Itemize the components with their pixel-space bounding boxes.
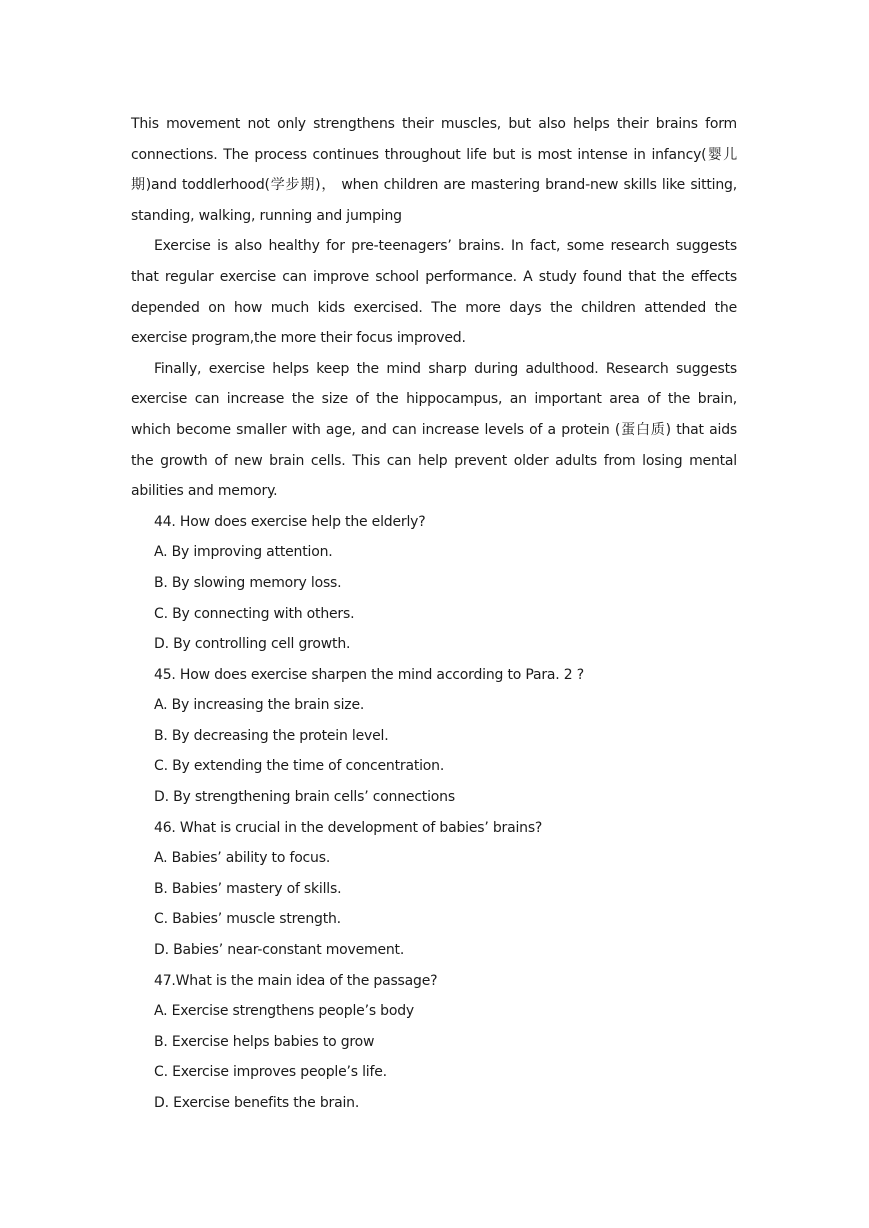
passage-paragraph-1: This movement not only strengthens their muscles, but also helps their brains form connections. The process continues throughout life but is most intense in infancy(婴儿期)and toddlerhood(学步期)， when children are mastering brand-new skills like sitting, standing, walking, running and jumping (131, 116, 737, 224)
question-47 (131, 966, 737, 1119)
option-b: B. By slowing memory loss. (154, 574, 342, 591)
option-a: A. Babies’ ability to focus. (154, 850, 331, 867)
passage-paragraph-3: Finally, exercise helps keep the mind sharp during adulthood. Research suggests exercise can increase the size of the hippocampus, an important area of the brain, which become smaller with age, and can increase levels of a protein (蛋白质) that aids the growth of new brain cells. This can help prevent older adults from losing mental abilities and memory. (131, 360, 737, 500)
option-c: C. Babies’ muscle strength. (154, 911, 341, 928)
option-d: D. By controlling cell growth. (154, 636, 351, 653)
option-d: D. Exercise benefits the brain. (154, 1095, 360, 1111)
document-page (131, 109, 737, 1119)
question-stem: 46. What is crucial in the development of babies’ brains? (154, 819, 543, 836)
option-a: A. Exercise strengthens people’s body (154, 1003, 415, 1020)
question-stem: 44. How does exercise help the elderly? (154, 513, 426, 530)
option-b: B. Babies’ mastery of skills. (154, 880, 342, 897)
option-c: C. By connecting with others. (154, 605, 355, 622)
option-d: D. Babies’ near-constant movement. (154, 942, 405, 959)
option-b: B. Exercise helps babies to grow (154, 1033, 375, 1050)
question-46 (131, 813, 737, 966)
option-b: B. By decreasing the protein level. (154, 727, 389, 744)
option-d: D. By strengthening brain cells’ connections (154, 789, 455, 806)
question-stem: 45. How does exercise sharpen the mind according to Para. 2 ? (154, 666, 584, 683)
option-c: C. Exercise improves people’s life. (154, 1064, 387, 1081)
question-44 (131, 507, 737, 660)
question-45 (131, 660, 737, 813)
option-a: A. By improving attention. (154, 544, 333, 561)
option-c: C. By extending the time of concentration. (154, 758, 445, 775)
question-stem: 47.What is the main idea of the passage? (154, 972, 438, 989)
option-a: A. By increasing the brain size. (154, 697, 365, 714)
passage-paragraph-2: Exercise is also healthy for pre-teenagers’ brains. In fact, some research suggests that regular exercise can improve school performance. A study found that the effects depended on how much kids exercised. The more days the children attended the exercise program,the more their focus improved. (131, 238, 737, 347)
